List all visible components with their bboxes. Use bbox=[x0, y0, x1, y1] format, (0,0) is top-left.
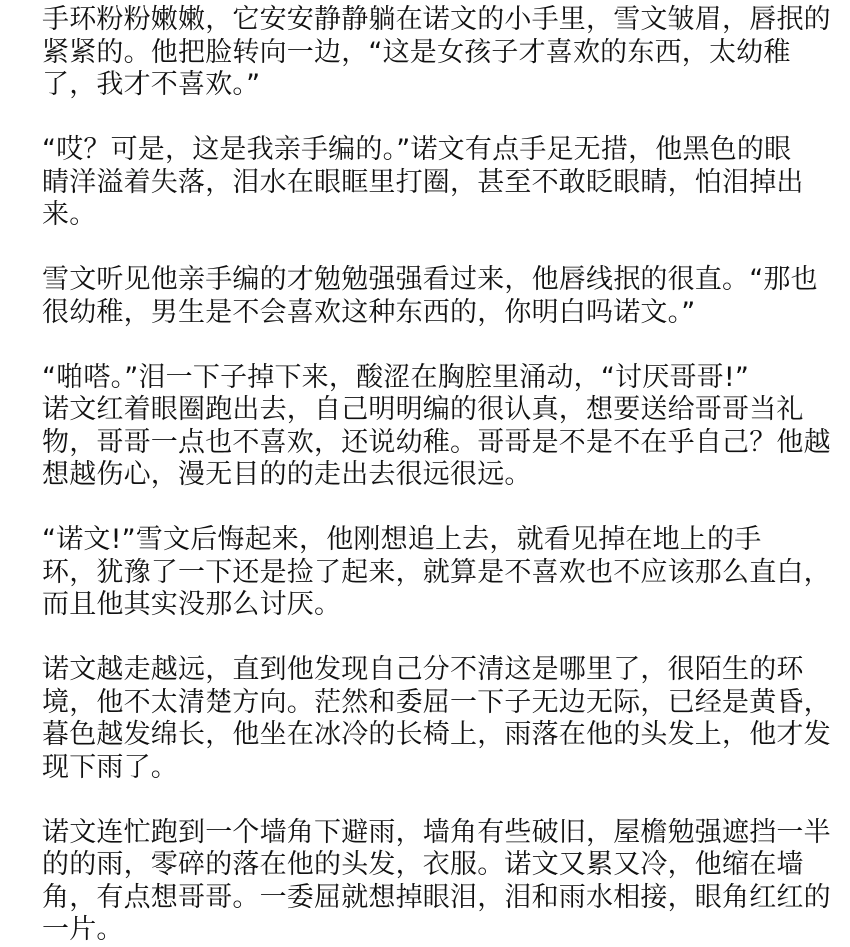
text-line: 一片。 bbox=[42, 914, 124, 945]
text-line: 了，我才不喜欢。” bbox=[42, 69, 261, 100]
text-line: 物，哥哥一点也不喜欢，还说幼稚。哥哥是不是不在乎自己？他越 bbox=[42, 426, 831, 458]
text-line: 想越伤心，漫无目的的走出去很远很远。 bbox=[42, 459, 532, 490]
text-line: 很幼稚，男生是不会喜欢这种东西的，你明白吗诺文。” bbox=[42, 296, 696, 328]
text-line: 睛洋溢着失落，泪水在眼眶里打圈，甚至不敢眨眼睛，怕泪掉出 bbox=[42, 166, 804, 198]
text-line: 手环粉粉嫩嫩，它安安静静躺在诺文的小手里，雪文皱眉，唇抿的 bbox=[42, 4, 831, 35]
text-line: 环，犹豫了一下还是捡了起来，就算是不喜欢也不应该那么直白， bbox=[42, 556, 831, 588]
text-line: 暮色越发绵长，他坐在冰冷的长椅上，雨落在他的头发上，他才发 bbox=[42, 719, 831, 750]
paragraph-7 bbox=[42, 816, 831, 947]
paragraph-6 bbox=[42, 654, 831, 784]
text-line: 雪文听见他亲手编的才勉勉强强看过来，他唇线抿的很直。“那也 bbox=[42, 264, 818, 295]
text-line: 紧紧的。他把脸转向一边，“这是女孩子才喜欢的东西，太幼稚 bbox=[42, 36, 791, 68]
paragraph-4 bbox=[42, 361, 831, 492]
text-line: “哎？可是，这是我亲手编的。”诺文有点手足无措，他黑色的眼 bbox=[42, 134, 792, 165]
text-line: “诺文!”雪文后悔起来，他刚想追上去，就看见掉在地上的手 bbox=[42, 524, 762, 555]
paragraph-2 bbox=[42, 134, 826, 232]
paragraph-1 bbox=[42, 4, 831, 102]
text-line: 诺文红着眼圈跑出去，自己明明编的很认真，想要送给哥哥当礼 bbox=[42, 394, 804, 425]
text-line: 角，有点想哥哥。一委屈就想掉眼泪，泪和雨水相接，眼角红红的 bbox=[42, 881, 831, 913]
text-line: “啪嗒。”泪一下子掉下来，酸涩在胸腔里涌动，“讨厌哥哥!” bbox=[42, 361, 750, 393]
paragraph-3 bbox=[42, 264, 826, 329]
text-line: 境，他不太清楚方向。茫然和委屈一下子无边无际，已经是黄昏， bbox=[42, 686, 831, 718]
text-line: 诺文越走越远，直到他发现自己分不清这是哪里了，很陌生的环 bbox=[42, 654, 804, 685]
text-line: 的的雨，零碎的落在他的头发，衣服。诺文又累又冷，他缩在墙 bbox=[42, 849, 804, 880]
paragraph-5 bbox=[42, 524, 831, 622]
text-line: 而且他其实没那么讨厌。 bbox=[42, 589, 342, 620]
text-line: 来。 bbox=[42, 199, 97, 230]
text-line: 诺文连忙跑到一个墙角下避雨，墙角有些破旧，屋檐勉强遮挡一半 bbox=[42, 816, 831, 848]
text-line: 现下雨了。 bbox=[42, 751, 178, 783]
